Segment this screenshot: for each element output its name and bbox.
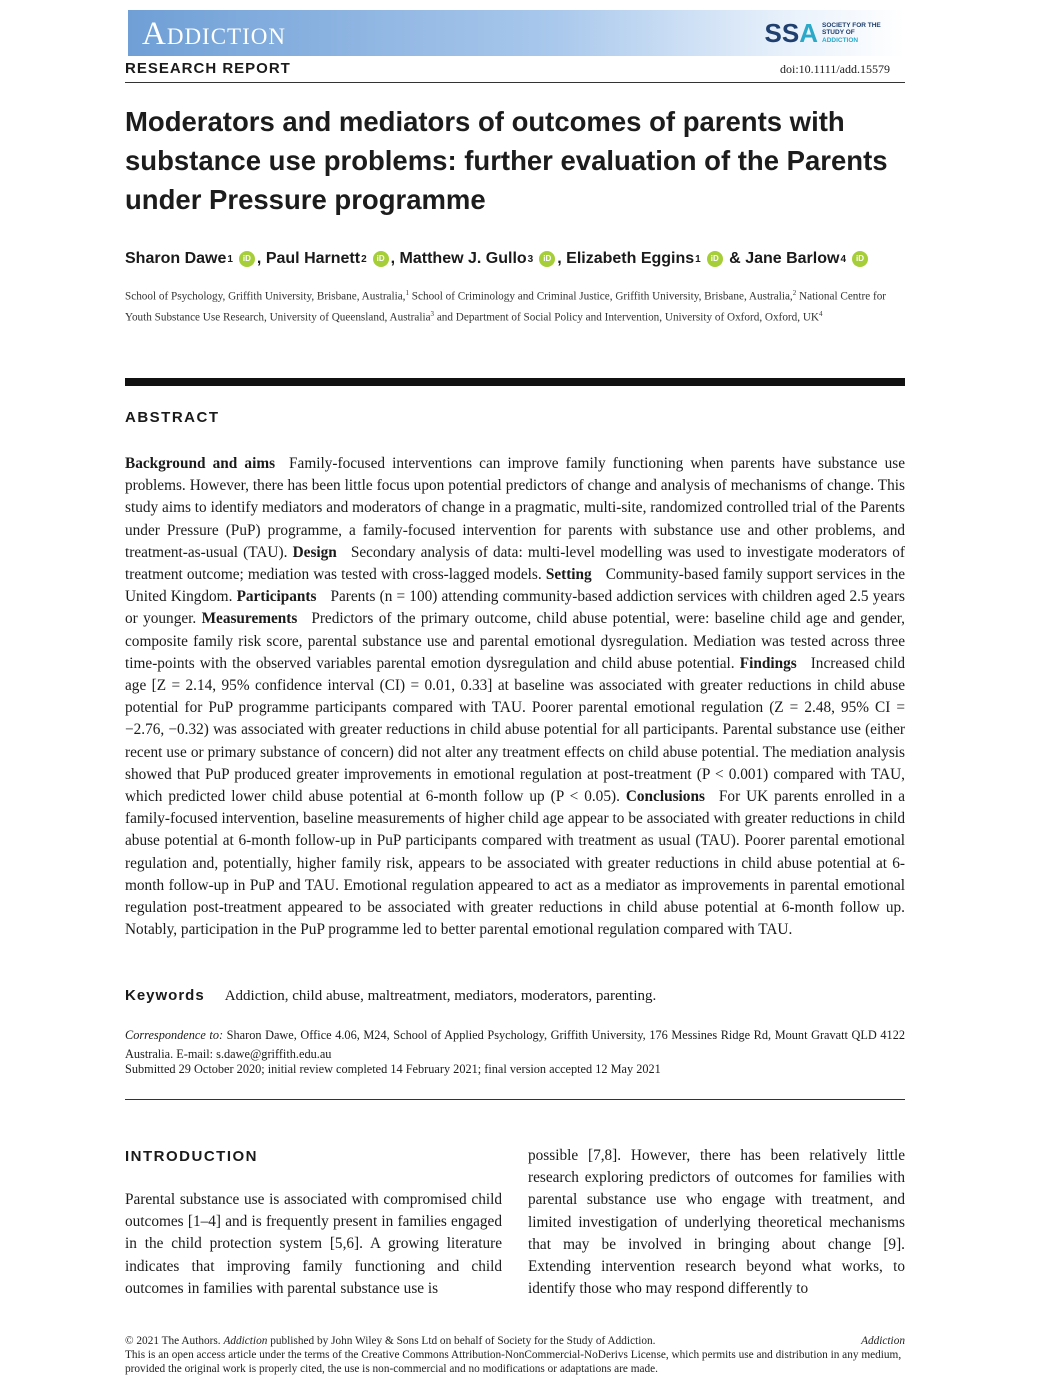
correspondence: Correspondence to: Sharon Dawe, Office 4.06, M24, School of Applied Psychology, Griffith University, 176 Messines Ridge Rd, Mount Gravatt QLD 4122 Australia. E-mail: s.dawe@griffith.edu.au	[125, 1028, 905, 1061]
orcid-icon[interactable]: iD	[373, 251, 389, 267]
journal-name: Addiction	[142, 16, 286, 52]
author-name[interactable]: Elizabeth Eggins	[566, 250, 695, 267]
introduction-column-2: possible [7,8]. However, there has been relatively little research exploring predictors of outcomes for families with parental substance use who engage with treatment, and limited investigation of underlying theoretical mechanisms that may be involved in bringing about change [9]. Extending intervention research beyond what works, to identify those who may respond differently to	[528, 1147, 905, 1298]
copyright: © 2021 The Authors. Addiction published by John Wiley & Sons Ltd on behalf of Society for the Study of Addiction.	[125, 1335, 656, 1347]
page-footer	[125, 1335, 905, 1376]
abstract-body: Background and aims Family-focused interventions can improve family functioning when parents have substance use problems. However, there has been little focus upon potential predictors of change and analysis of mechanisms of change. This study aims to identify mediators and moderators of change in a pragmatic, multi-site, randomized controlled trial of the Parents under Pressure (PuP) programme, a family-focused intervention for parents with substance use and other problems, and treatment-as-usual (TAU). Design Secondary analysis of data: multi-level modelling was used to investigate moderators of treatment outcome; mediation was tested with cross-lagged models. Setting Community-based family support services in the United Kingdom. Participants Parents (n = 100) attending community-based addiction services with children aged 2.5 years or younger. Measurements Predictors of the primary outcome, child abuse potential, were: baseline child age and gender, composite family risk score, parental substance use and parental emotional dysregulation. Mediation was tested across three time-points with the observed variables parental emotion dysregulation and child abuse potential. Findings Increased child age [Z = 2.14, 95% confidence interval (CI) = 0.01, 0.33] at baseline was associated with greater reductions in child abuse potential for PuP programme participants compared with TAU. Poorer parental emotional regulation (Z = 2.48, 95% CI = −2.76, −0.32) was associated with greater reductions in child abuse potential for all participants. Parental substance use (either recent use or primary substance of concern) did not alter any treatment effects on child abuse potential. The mediation analysis showed that PuP produced greater improvements in emotional regulation at post-treatment (P < 0.001) compared with TAU, which predicted lower child abuse potential at 6-month follow up (P < 0.05). Conclusions For UK parents enrolled in a family-focused intervention, baseline measurements of higher child age appear to be associated with greater reductions in child abuse potential at 6-month follow-up in PuP participants compared with treatment as usual (TAU). Poorer parental emotional regulation and, potentially, higher family risk, appears to be associated with greater reductions in child abuse potential at 6-month follow-up in PuP and TAU. Emotional regulation appeared to act as a mediator as improvements in parental emotional regulation post-treatment appeared to be associated with greater reductions in child abuse potential at 6-month follow up. Notably, participation in the PuP programme led to better parental emotional regulation compared with TAU.	[125, 455, 906, 939]
footer-journal: Addiction	[861, 1335, 905, 1347]
license-text: This is an open access article under the terms of the Creative Commons Attribution-NonCommercial-NoDerivs License, which permits use and distribution in any medium, provided the original work is properly cited, the use is non-commercial and no modifications or adaptations are made.	[125, 1348, 902, 1375]
section-label: RESEARCH REPORT	[125, 60, 291, 77]
journal-banner	[128, 10, 904, 56]
ssa-logo-text: SOCIETY FOR THE STUDY OF ADDICTION	[822, 21, 881, 44]
abstract-label: Setting	[545, 566, 592, 584]
keywords-label: Keywords	[125, 987, 205, 1004]
header-rule	[125, 82, 905, 83]
submission-dates: Submitted 29 October 2020; initial review completed 14 February 2021; final version accepted 12 May 2021	[125, 1062, 661, 1076]
abstract-heading: ABSTRACT	[125, 409, 220, 426]
abstract-label: Background and aims	[125, 455, 276, 472]
article-title: Moderators and mediators of outcomes of parents with substance use problems: further evaluation of the Parents under Pressure programme	[125, 106, 888, 215]
orcid-icon[interactable]: iD	[707, 251, 723, 267]
orcid-icon[interactable]: iD	[539, 251, 555, 267]
keywords-text: Addiction, child abuse, maltreatment, mediators, moderators, parenting.	[224, 988, 657, 1004]
introduction-column-1: Parental substance use is associated with compromised child outcomes [1–4] and is frequently present in families engaged in the child protection system [5,6]. A growing literature indicates that improving family functioning and child outcomes in families with parental substance use is	[125, 1191, 502, 1297]
author-name[interactable]: Jane Barlow	[745, 250, 840, 267]
abstract-label: Participants	[236, 588, 317, 606]
abstract-label: Measurements	[201, 610, 298, 628]
rule	[125, 1099, 905, 1100]
keywords	[125, 987, 656, 1005]
author-list: Sharon Dawe 1 iD , Paul Harnett 2 iD , Matthew J. Gullo 3 iD , Elizabeth Eggins 1 iD & Jane Barlow 4 iD	[125, 250, 870, 268]
abstract-label: Findings	[739, 654, 797, 672]
author-name[interactable]: Matthew J. Gullo	[399, 250, 527, 267]
ssa-logo	[765, 18, 894, 48]
section-divider	[125, 378, 905, 386]
doi[interactable]: doi:10.1111/add.15579	[780, 62, 890, 76]
author-name[interactable]: Sharon Dawe	[125, 250, 227, 267]
ssa-logo-mark: SSA	[764, 18, 818, 48]
affiliations: School of Psychology, Griffith University, Brisbane, Australia,$^1$ School of Criminology and Criminal Justice, Griffith University, Brisbane, Australia,$^2$ National Centre for Youth Substance Use Research, University of Queensland, Australia$^3$ and Department of Social Policy and Intervention, University of Oxford, Oxford, $UK^4$	[125, 289, 887, 324]
author-name[interactable]: Paul Harnett	[265, 250, 361, 267]
orcid-icon[interactable]: iD	[852, 251, 868, 267]
abstract-label: Design	[292, 543, 337, 561]
abstract-label: Conclusions	[625, 788, 705, 806]
orcid-icon[interactable]: iD	[239, 251, 255, 267]
introduction-heading: INTRODUCTION	[125, 1148, 258, 1165]
